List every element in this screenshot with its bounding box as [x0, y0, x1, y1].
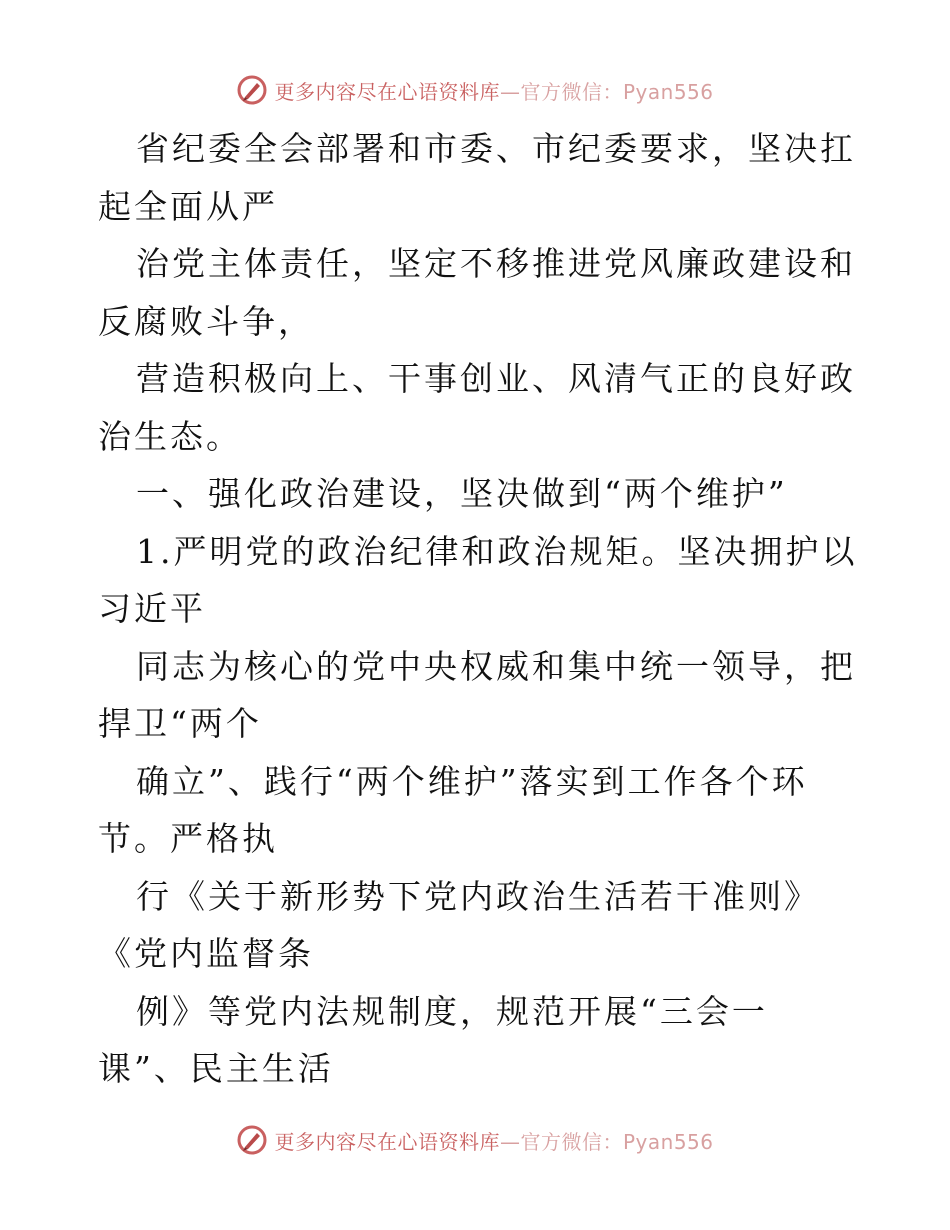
watermark-text: 更多内容尽在心语资料库—官方微信：Pyan556 [274, 79, 714, 104]
paragraph: 行《关于新形势下党内政治生活若干准则》《党内监督条 [98, 876, 820, 973]
paragraph: 1.严明党的政治纪律和政治规矩。坚决拥护以习近平 [98, 531, 858, 628]
header-watermark [0, 70, 950, 110]
paragraph: 营造积极向上、干事创业、风清气正的良好政治生态。 [98, 359, 856, 456]
paragraph: 省纪委全会部署和市委、市纪委要求，坚决扛起全面从严 [98, 129, 856, 226]
watermark-text: 更多内容尽在心语资料库—官方微信：Pyan556 [274, 1129, 714, 1154]
pen-logo-icon [236, 1124, 268, 1156]
document-body [98, 120, 858, 1098]
paragraph: 确立”、践行“两个维护”落实到工作各个环节。严格执 [98, 761, 808, 858]
paragraph: 例》等党内法规制度，规范开展“三会一课”、民主生活 [98, 991, 768, 1088]
section-heading: 一、强化政治建设，坚决做到“两个维护” [136, 474, 788, 513]
pen-logo-icon [236, 74, 268, 106]
paragraph: 治党主体责任，坚定不移推进党风廉政建设和反腐败斗争， [98, 244, 856, 341]
footer-watermark [0, 1120, 950, 1160]
paragraph: 同志为核心的党中央权威和集中统一领导，把捍卫“两个 [98, 646, 856, 743]
